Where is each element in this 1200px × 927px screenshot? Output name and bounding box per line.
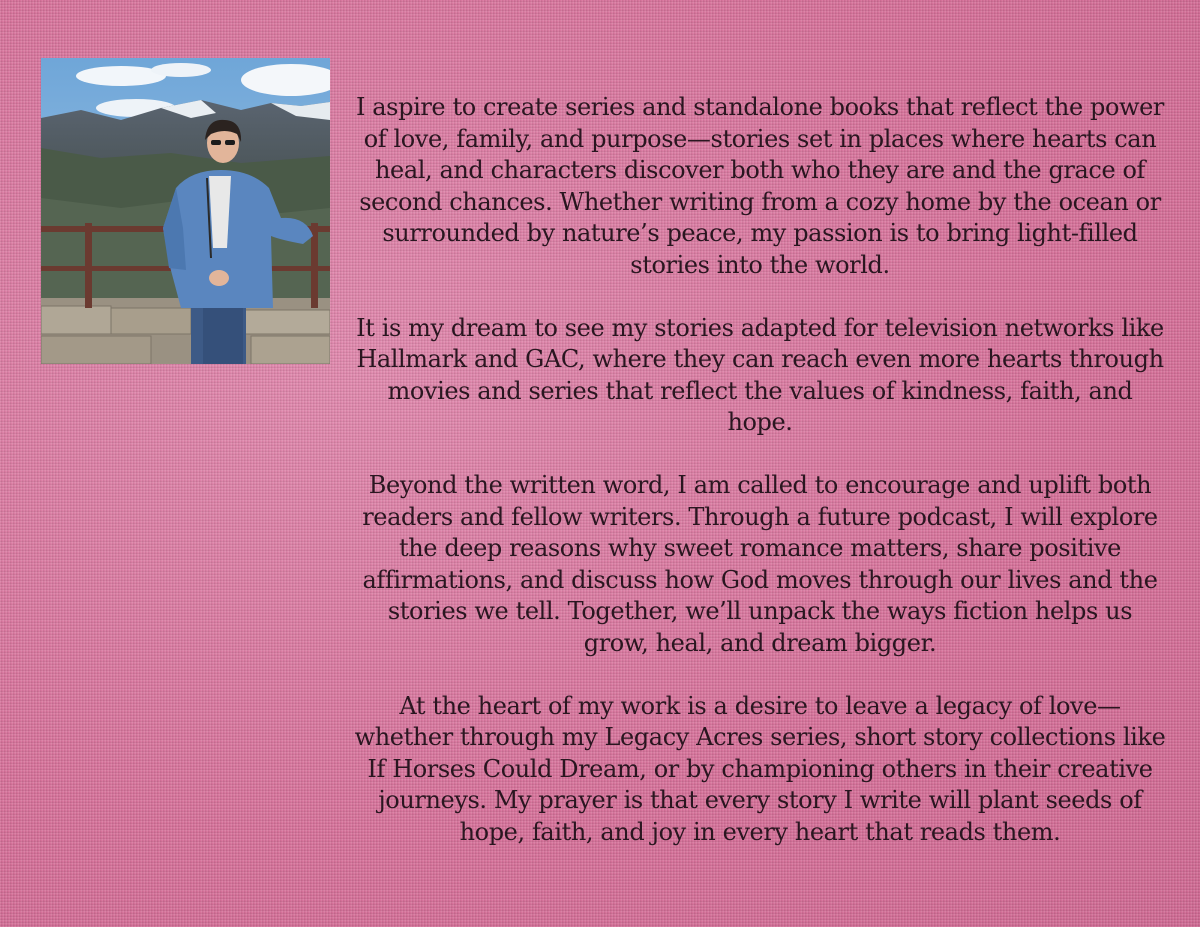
author-photo (41, 58, 330, 364)
paragraph-legacy: At the heart of my work is a desire to leave a legacy of love—whether through my Legacy Acres series, short story collections like If Horses Could Dream, or by championing others in their creative journeys. My prayer is that every story I write will plant seeds of hope, faith, and joy in every heart that reads them. (354, 691, 1166, 846)
paragraph-television-dream: It is my dream to see my stories adapted for television networks like Hallmark and GAC, where they can reach even more hearts through movies and series that reflect the values of kindness, faith, and hope. (356, 313, 1164, 436)
author-photo-image (41, 58, 330, 364)
paragraph-aspiration: I aspire to create series and standalone books that reflect the power of love, family, and purpose—stories set in places where hearts can heal, and characters discover both who they are and the grace of second chances. Whether writing from a cozy home by the ocean or surrounded by nature’s peace, my passion is to bring light-filled stories into the world. (355, 93, 1165, 279)
author-statement (352, 92, 1168, 848)
paragraph-podcast: Beyond the written word, I am called to encourage and uplift both readers and fellow writers. Through a future podcast, I will explore the deep reasons why sweet romance matters, share positive affirmations, and discuss how God moves through our lives and the stories we tell. Together, we’ll unpack the ways fiction helps us grow, heal, and dream bigger. (362, 471, 1158, 657)
